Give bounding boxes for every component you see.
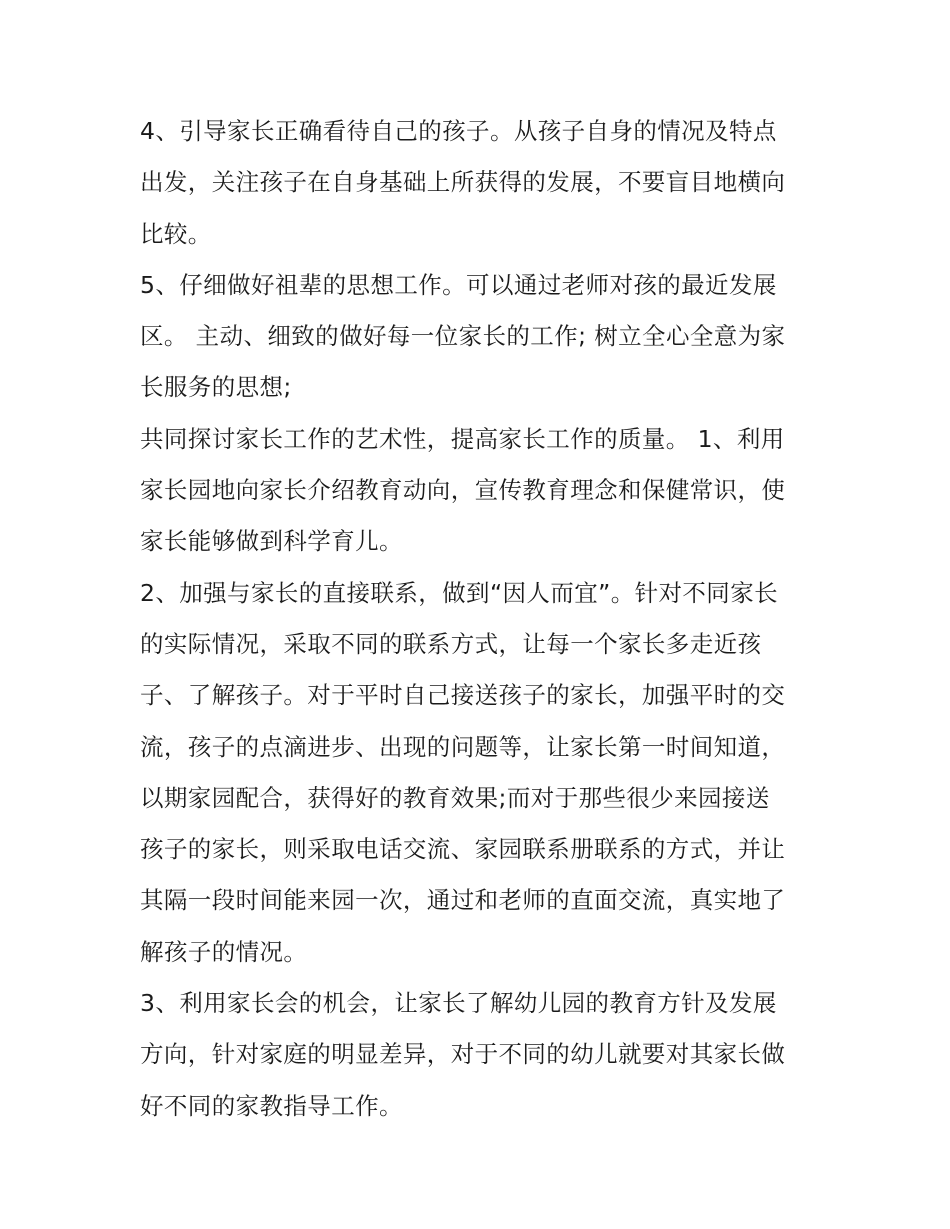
text-line: 好不同的家教指导工作。 [140, 1091, 403, 1120]
text-line: 子、了解孩子。对于平时自己接送孩子的家长，加强平时的交 [140, 681, 786, 710]
text-line: 家长能够做到科学育儿。 [140, 527, 403, 556]
text-line: 比较。 [140, 219, 212, 248]
text-line: 3、利用家长会的机会，让家长了解幼儿园的教育方针及发展 [140, 989, 777, 1018]
text-line: 长服务的思想; [140, 373, 292, 402]
text-line: 4、引导家长正确看待自己的孩子。从孩子自身的情况及特点 [140, 117, 777, 145]
text-line: 5、仔细做好祖辈的思想工作。可以通过老师对孩的最近发展 [140, 270, 777, 299]
text-line: 2、加强与家长的直接联系，做到“因人而宜”。针对不同家长 [140, 578, 778, 607]
text-line: 孩子的家长，则采取电话交流、家园联系册联系的方式，并让 [140, 835, 786, 864]
text-line: 方向，针对家庭的明显差异，对于不同的幼儿就要对其家长做 [140, 1040, 786, 1069]
text-line: 区。 主动、细致的做好每一位家长的工作; 树立全心全意为家 [140, 322, 786, 351]
text-line: 出发，关注孩子在自身基础上所获得的发展，不要盲目地横向 [140, 168, 786, 197]
text-line: 其隔一段时间能来园一次，通过和老师的直面交流，真实地了 [140, 886, 786, 915]
text-line: 流，孩子的点滴进步、出现的问题等，让家长第一时间知道， [140, 732, 786, 761]
text-line: 以期家园配合，获得好的教育效果;而对于那些很少来园接送 [140, 783, 770, 812]
text-line: 共同探讨家长工作的艺术性，提高家长工作的质量。 1、利用 [140, 424, 785, 453]
text-line: 解孩子的情况。 [140, 937, 308, 966]
text-line: 家长园地向家长介绍教育动向，宣传教育理念和保健常识，使 [140, 476, 786, 505]
document-body [140, 106, 820, 1132]
text-line: 的实际情况，采取不同的联系方式，让每一个家长多走近孩 [140, 629, 762, 658]
